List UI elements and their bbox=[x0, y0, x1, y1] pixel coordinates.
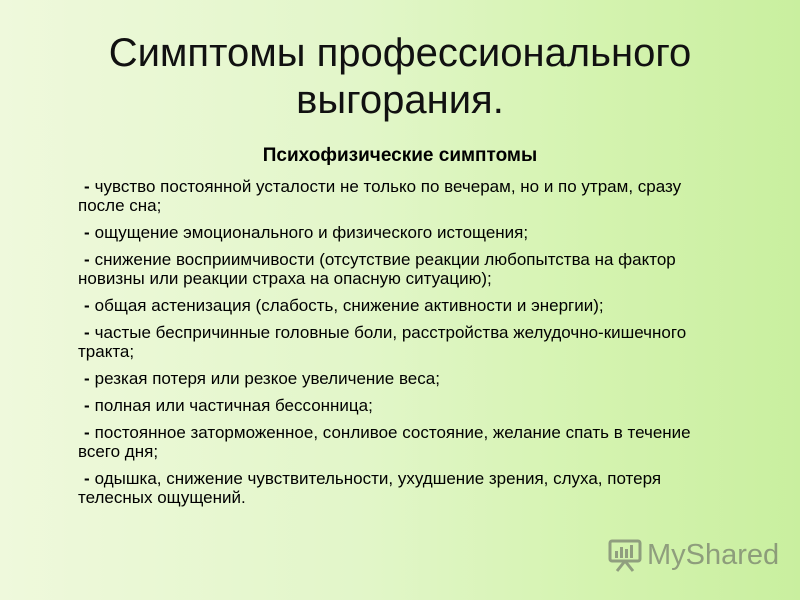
list-item-text: полная или частичная бессонница; bbox=[94, 396, 373, 415]
watermark-logo bbox=[607, 537, 780, 573]
symptom-list bbox=[78, 177, 728, 515]
title-line-2: выгорания. bbox=[296, 78, 504, 122]
section-subtitle: Психофизические симптомы bbox=[262, 145, 538, 166]
slide-title bbox=[60, 30, 740, 124]
bullet-dash: - bbox=[84, 223, 90, 242]
bullet-dash: - bbox=[84, 423, 90, 442]
bullet-dash: - bbox=[84, 296, 90, 315]
bullet-dash: - bbox=[84, 369, 90, 388]
bullet-dash: - bbox=[84, 469, 90, 488]
list-item bbox=[78, 177, 728, 215]
list-item-text: одышка, снижение чувствительности, ухудшение зрения, слуха, потеря телесных ощущений. bbox=[78, 469, 662, 507]
list-item bbox=[78, 250, 728, 288]
watermark-text: MyShared bbox=[647, 538, 780, 571]
bullet-dash: - bbox=[84, 177, 90, 196]
list-item-text: частые беспричинные головные боли, расстройства желудочно-кишечного тракта; bbox=[78, 323, 687, 361]
title-line-1: Симптомы профессионального bbox=[108, 31, 692, 75]
list-item-text: общая астенизация (слабость, снижение активности и энергии); bbox=[94, 296, 604, 315]
list-item bbox=[78, 296, 728, 315]
list-item bbox=[78, 423, 728, 461]
list-item bbox=[78, 396, 728, 415]
list-item bbox=[78, 223, 728, 242]
list-item bbox=[78, 369, 728, 388]
list-item-text: снижение восприимчивости (отсутствие реакции любопытства на фактор новизны или реакции страха на опасную ситуацию); bbox=[78, 250, 676, 288]
list-item-text: чувство постоянной усталости не только по вечерам, но и по утрам, сразу после сна; bbox=[78, 177, 682, 215]
list-item-text: постоянное заторможенное, сонливое состояние, желание спать в течение всего дня; bbox=[78, 423, 691, 461]
list-item bbox=[78, 323, 728, 361]
bullet-dash: - bbox=[84, 323, 90, 342]
bullet-dash: - bbox=[84, 250, 90, 269]
list-item-text: резкая потеря или резкое увеличение веса; bbox=[94, 369, 440, 388]
list-item-text: ощущение эмоционального и физического истощения; bbox=[94, 223, 529, 242]
list-item bbox=[78, 469, 728, 507]
bullet-dash: - bbox=[84, 396, 90, 415]
presentation-board-icon bbox=[607, 538, 643, 572]
